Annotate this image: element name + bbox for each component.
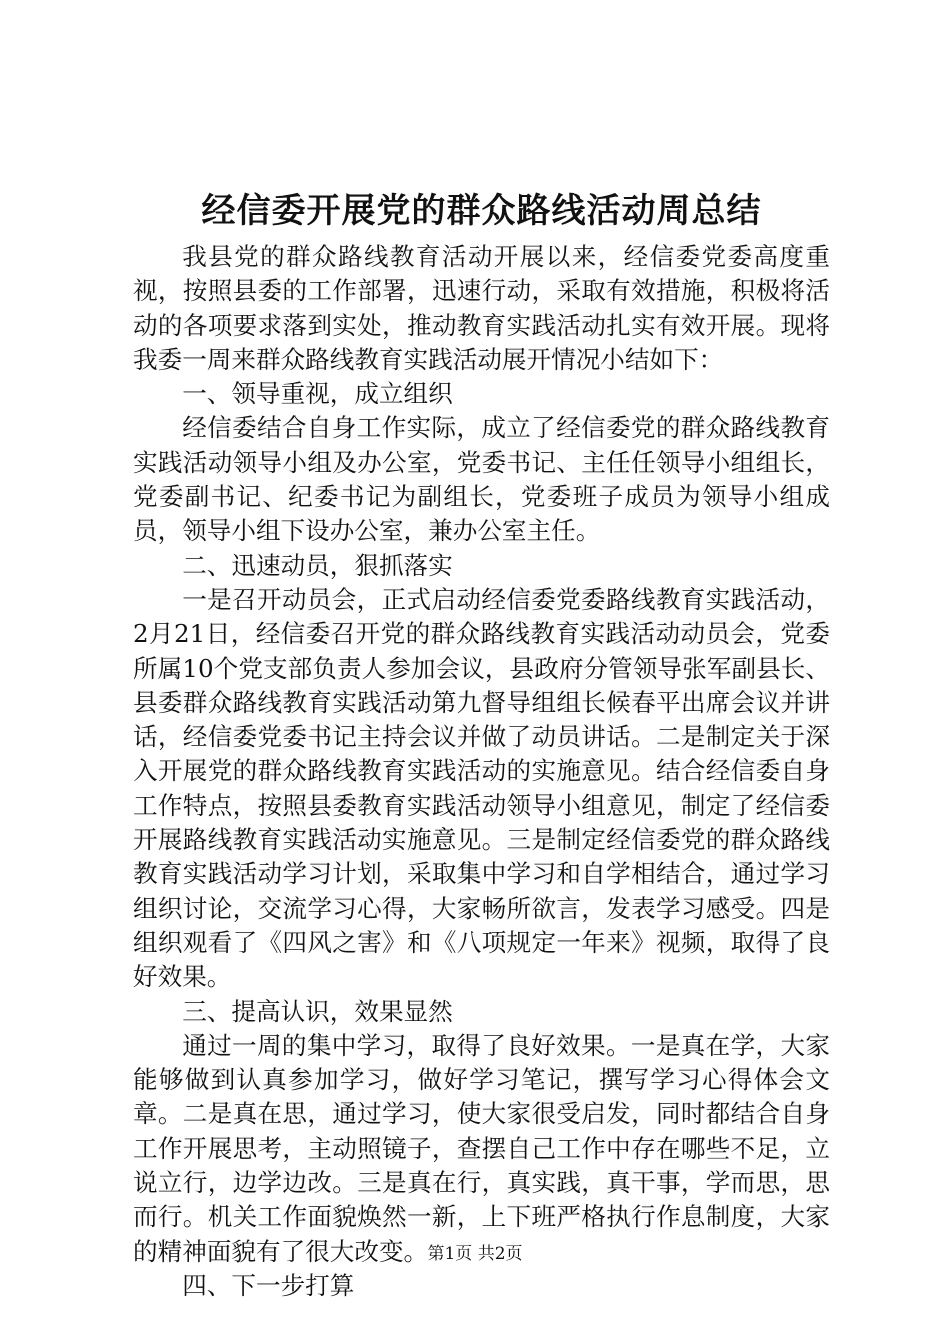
section-heading-3: 三、提高认识，效果显然 — [182, 996, 453, 1026]
section-1-paragraph: 经信委结合自身工作实际，成立了经信委党的群众路线教育实践活动领导小组及办公室，党委书记、主任任领导小组组长，党委副书记、纪委书记为副组长，党委班子成员为领导小组成员，领导小组下设办公室，兼办公室主任。 — [133, 413, 830, 546]
document-page — [133, 186, 830, 1303]
intro-paragraph: 我县党的群众路线教育活动开展以来，经信委党委高度重视，按照县委的工作部署，迅速行动，采取有效措施，积极将活动的各项要求落到实处，推动教育实践活动扎实有效开展。现将我委一周来群众路线教育实践活动展开情况小结如下： — [133, 242, 830, 374]
section-3-paragraph: 通过一周的集中学习，取得了良好效果。一是真在学，大家能够做到认真参加学习，做好学习笔记，撰写学习心得体会文章。二是真在思，通过学习，使大家很受启发，同时都结合自身工作开展思考，主动照镜子，查摆自己工作中存在哪些不足，立说立行，边学边改。三是真在行，真实践，真干事，学而思，思而行。机关工作面貌焕然一新，上下班严格执行作息制度，大家的精神面貌有了很大改变。 — [133, 1030, 830, 1266]
section-heading-4: 四、下一步打算 — [182, 1270, 355, 1300]
page-number-footer: 第1页 共2页 — [427, 1244, 523, 1264]
document-title: 经信委开展党的群众路线活动周总结 — [201, 191, 762, 231]
document-body — [133, 240, 830, 1303]
section-heading-1: 一、领导重视，成立组织 — [182, 379, 453, 409]
section-2-paragraph: 一是召开动员会，正式启动经信委党委路线教育实践活动，2月21日，经信委召开党的群众路线教育实践活动动员会，党委所属10个党支部负责人参加会议，县政府分管领导张军副县长、县委群众路线教育实践活动第九督导组组长候春平出席会议并讲话，经信委党委书记主持会议并做了动员讲话。二是制定关于深入开展党的群众路线教育实践活动的实施意见。结合经信委自身工作特点，按照县委教育实践活动领导小组意见，制定了经信委开展路线教育实践活动实施意见。三是制定经信委党的群众路线教育实践活动学习计划，采取集中学习和自学相结合，通过学习组织讨论，交流学习心得，大家畅所欲言，发表学习感受。四是组织观看了《四风之害》和《八项规定一年来》视频，取得了良好效果。 — [133, 584, 830, 992]
section-heading-2: 二、迅速动员，狠抓落实 — [182, 550, 453, 580]
